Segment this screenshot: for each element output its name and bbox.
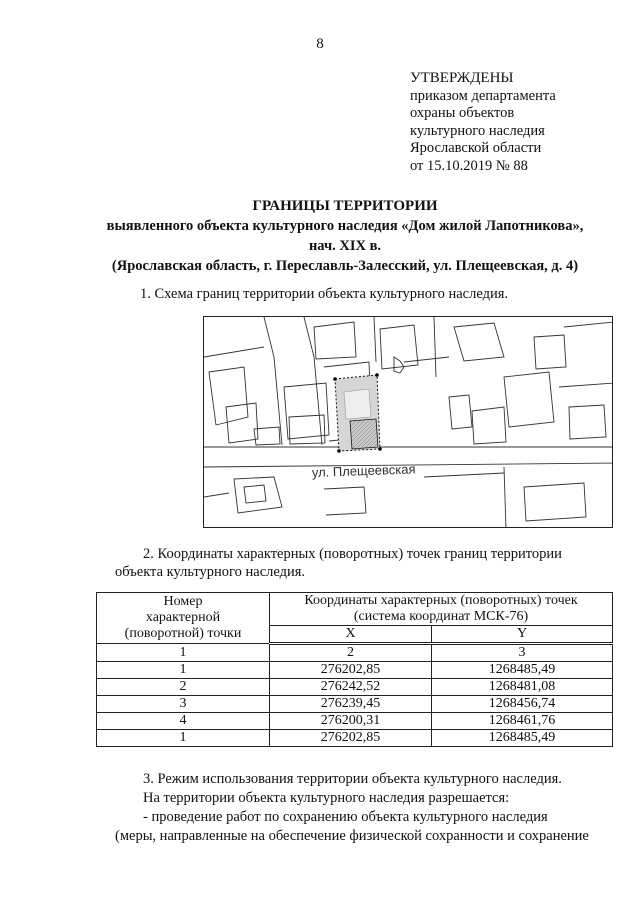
section-1-heading: 1. Схема границ территории объекта культурного наследия.	[140, 286, 509, 302]
section-2-text	[115, 545, 612, 581]
approval-block	[410, 70, 556, 175]
section-3-line: На территории объекта культурного наследия разрешается:	[143, 790, 510, 806]
boundary-map	[203, 316, 613, 528]
section-3-line: (меры, направленные на обеспечение физической сохранности и сохранение	[115, 828, 589, 844]
table-row: 2 276242,52 1268481,08	[97, 679, 613, 696]
street-label: ул. Плещеевская	[311, 461, 416, 480]
page-number: 8	[316, 36, 324, 52]
section-2-line: объекта культурного наследия.	[115, 564, 306, 580]
header-y: Y	[432, 626, 613, 644]
approval-heading: УТВЕРЖДЕНЫ	[410, 70, 514, 86]
approval-line: охраны объектов	[410, 105, 515, 121]
header-point-number: Номер характерной (поворотной) точки	[97, 593, 270, 644]
header-x: X	[270, 626, 432, 644]
title-line: (Ярославская область, г. Переславль-Залесский, ул. Плещеевская, д. 4)	[111, 258, 579, 274]
table-row: 4 276200,31 1268461,76	[97, 713, 613, 730]
section-3-text	[115, 770, 612, 846]
section-3-line: 3. Режим использования территории объекта культурного наследия.	[143, 771, 562, 787]
document-title	[90, 196, 600, 276]
table-row: 3 276239,45 1268456,74	[97, 696, 613, 713]
approval-line: культурного наследия	[410, 122, 545, 139]
approval-line: от 15.10.2019 № 88	[410, 157, 528, 174]
approval-line: приказом департамента	[410, 87, 556, 104]
coordinates-table	[96, 592, 613, 747]
map-linework	[204, 317, 613, 528]
table-index-row: 1 2 3	[97, 644, 613, 662]
title-line: нач. XIX в.	[308, 238, 382, 254]
table-row: 1 276202,85 1268485,49	[97, 730, 613, 747]
table-header-row	[97, 593, 613, 626]
title-line: ГРАНИЦЫ ТЕРРИТОРИИ	[252, 198, 438, 214]
map-drawing	[204, 317, 613, 528]
table-row: 1 276202,85 1268485,49	[97, 662, 613, 679]
header-coordinates: Координаты характерных (поворотных) точек (система координат МСК-76)	[270, 593, 613, 626]
approval-line: Ярославской области	[410, 140, 542, 156]
heritage-territory	[333, 373, 382, 453]
section-2-line: 2. Координаты характерных (поворотных) точек границ территории	[143, 546, 562, 562]
title-line: выявленного объекта культурного наследия «Дом жилой Лапотникова»,	[106, 218, 584, 234]
section-3-line: - проведение работ по сохранению объекта культурного наследия	[143, 809, 548, 825]
